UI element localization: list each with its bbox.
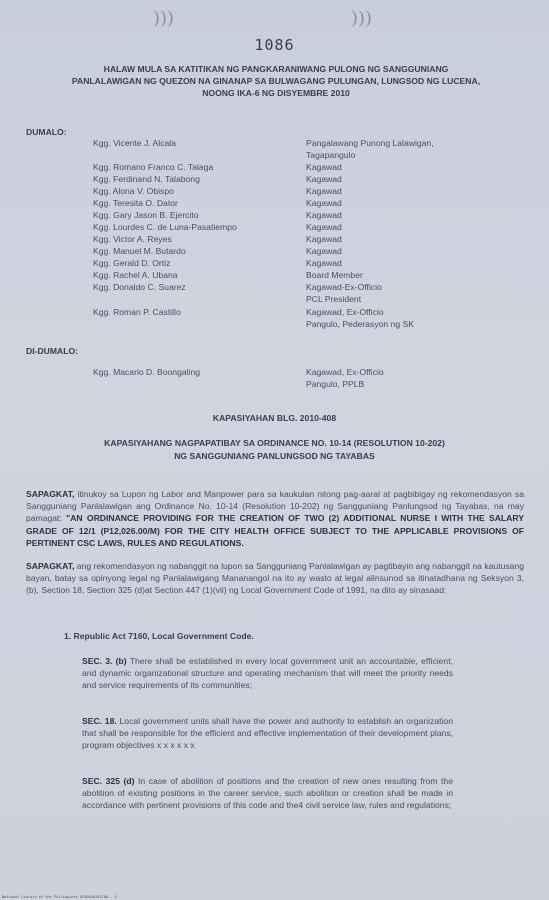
present-name: Kgg. Lourdes C. de Luna-Pasatiempo <box>93 222 237 232</box>
present-name: Kgg. Alona V. Obispo <box>93 186 174 196</box>
present-role: Kagawad <box>306 162 342 172</box>
present-name: Kgg. Romano Franco C. Talaga <box>93 162 214 172</box>
present-name: Kgg. Rachel A. Ubana <box>93 270 178 280</box>
present-role-2: PCL President <box>306 294 362 304</box>
present-role: Kagawad <box>306 246 342 256</box>
resolution-number: KAPASIYAHAN BLG. 2010-408 <box>212 413 337 423</box>
whereas-text: itinukoy sa Lupon ng Labor and Manpower para sa kaukulan nitong pag-aaral at pagbibigay ng rekomendasyon sa Sangguniang Panlalawigan ang Ordinance No. 10-14 (Resolution 10-202) ng Sangguniang Panlungsod ng Tayabas, na may pamagat: <box>26 489 524 524</box>
punch-hole-left-icon: ))) <box>153 8 175 29</box>
present-role: Kagawad <box>306 258 342 268</box>
section-lead: SEC. 18. <box>82 716 117 726</box>
section-lead: SEC. 325 (d) <box>82 776 135 786</box>
present-name: Kgg. Teresita O. Dator <box>93 198 178 208</box>
present-role: Board Member <box>306 270 363 280</box>
section-text: There shall be established in every local government unit an accountable, efficient, and dynamic organizational structure and operating mechanism that will meet the priority needs and service requirements of its communities; <box>82 656 453 691</box>
absent-label: DI-DUMALO: <box>26 346 79 356</box>
present-name: Kgg. Vicente J. Alcala <box>93 138 176 148</box>
present-role-2: Pangulo, Pederasyon ng SK <box>306 319 414 329</box>
present-role: Pangalawang Punong Lalawigan, <box>306 138 434 148</box>
list-item-1: 1. Republic Act 7160, Local Government Code. <box>64 631 254 641</box>
present-name: Kgg. Roman P. Castillo <box>93 307 181 317</box>
punch-hole-right-icon: ))) <box>351 8 373 29</box>
section-paragraph <box>82 655 453 692</box>
present-role-2: Tagapangulo <box>306 150 356 160</box>
section-lead: SEC. 3. (b) <box>82 656 127 666</box>
present-name: Kgg. Ferdinand N. Talabong <box>93 174 200 184</box>
whereas-text: ang rekomendasyon ng nabanggit na lupon sa Sangguniang Panlalawigan ay pagtibayin ang nabanggit na kautusang bayan, batay sa opinyong legal ng Panlalawigang Mananangol na ito ay wasto at legal alinsunod sa itinatadhana ng Seksyon 3, (b), Section 18, Section 325 (d)at Section 447 (1)(vii) ng Local Government Code of 1991, na dito ay sinasaad: <box>26 561 525 596</box>
section-paragraph <box>82 715 453 752</box>
absent-name: Kgg. Macario D. Boongaling <box>93 367 201 377</box>
resolution-title-line-1: KAPASIYAHANG NAGPAPATIBAY SA ORDINANCE NO. 10-14 (RESOLUTION 10-202) <box>104 438 445 448</box>
present-role: Kagawad <box>306 234 342 244</box>
page-number: 1086 <box>254 36 295 54</box>
section-text: In case of abolition of positions and the creation of new ones resulting from the abolition of existing positions in the career service, such abolition or creation shall be made in accordance with pertinent provisions of this code and the4 civil service law, rules and regulations; <box>82 776 453 811</box>
section-text: Local government units shall have the power and authority to establish an organization that shall be responsible for the efficient and effective implementation of their development plans, program objectives x x x x x x <box>82 716 453 751</box>
section-paragraph <box>82 775 453 812</box>
whereas-lead: SAPAGKAT, <box>26 489 75 499</box>
header-line-3: NOONG IKA-6 NG DISYEMBRE 2010 <box>202 88 350 98</box>
header-line-2: PANLALAWIGAN NG QUEZON NA GINANAP SA BULWAGANG PULUNGAN, LUNGSOD NG LUCENA, <box>71 76 481 86</box>
whereas-lead: SAPAGKAT, <box>26 561 75 571</box>
scan-footer: National Library of the Philippines QC00046202C00 - 0 <box>2 895 117 899</box>
header-line-1: HALAW MULA SA KATITIKAN NG PANGKARANIWANG PULONG NG SANGGUNIANG <box>103 64 449 74</box>
absent-role-2: Pangulo, PPLB <box>306 379 365 389</box>
present-label: DUMALO: <box>26 127 67 137</box>
present-name: Kgg. Donaldo C. Suarez <box>93 282 186 292</box>
present-role: Kagawad-Ex-Officio <box>306 282 382 292</box>
present-role: Kagawad <box>306 210 342 220</box>
whereas-paragraph-2 <box>26 560 524 597</box>
whereas-paragraph-1 <box>26 488 524 549</box>
present-role: Kagawad <box>306 174 342 184</box>
present-name: Kgg. Gary Jason B. Ejercito <box>93 210 199 220</box>
resolution-title <box>40 437 509 463</box>
absent-role: Kagawad, Ex-Officio <box>306 367 384 377</box>
present-role: Kagawad, Ex-Officio <box>306 307 384 317</box>
ordinance-title: "AN ORDINANCE PROVIDING FOR THE CREATION OF TWO (2) ADDITIONAL NURSE I WITH THE SALARY GRADE OF 12/1 (P12,026.00/M) FOR THE CITY HEALTH OFFICE SUBJECT TO THE APPLICABLE PROVISIONS OF PERTINENT CSC LAWS, RULES AND REGULATIONS. <box>26 513 525 548</box>
present-name: Kgg. Victor A. Reyes <box>93 234 172 244</box>
present-role: Kagawad <box>306 198 342 208</box>
present-name: Kgg. Manuel M. Butardo <box>93 246 186 256</box>
present-role: Kagawad <box>306 186 342 196</box>
resolution-title-line-2: NG SANGGUNIANG PANLUNGSOD NG TAYABAS <box>174 451 375 461</box>
present-role: Kagawad <box>306 222 342 232</box>
present-name: Kgg. Gerald D. Ortiz <box>93 258 171 268</box>
document-header <box>26 63 526 99</box>
